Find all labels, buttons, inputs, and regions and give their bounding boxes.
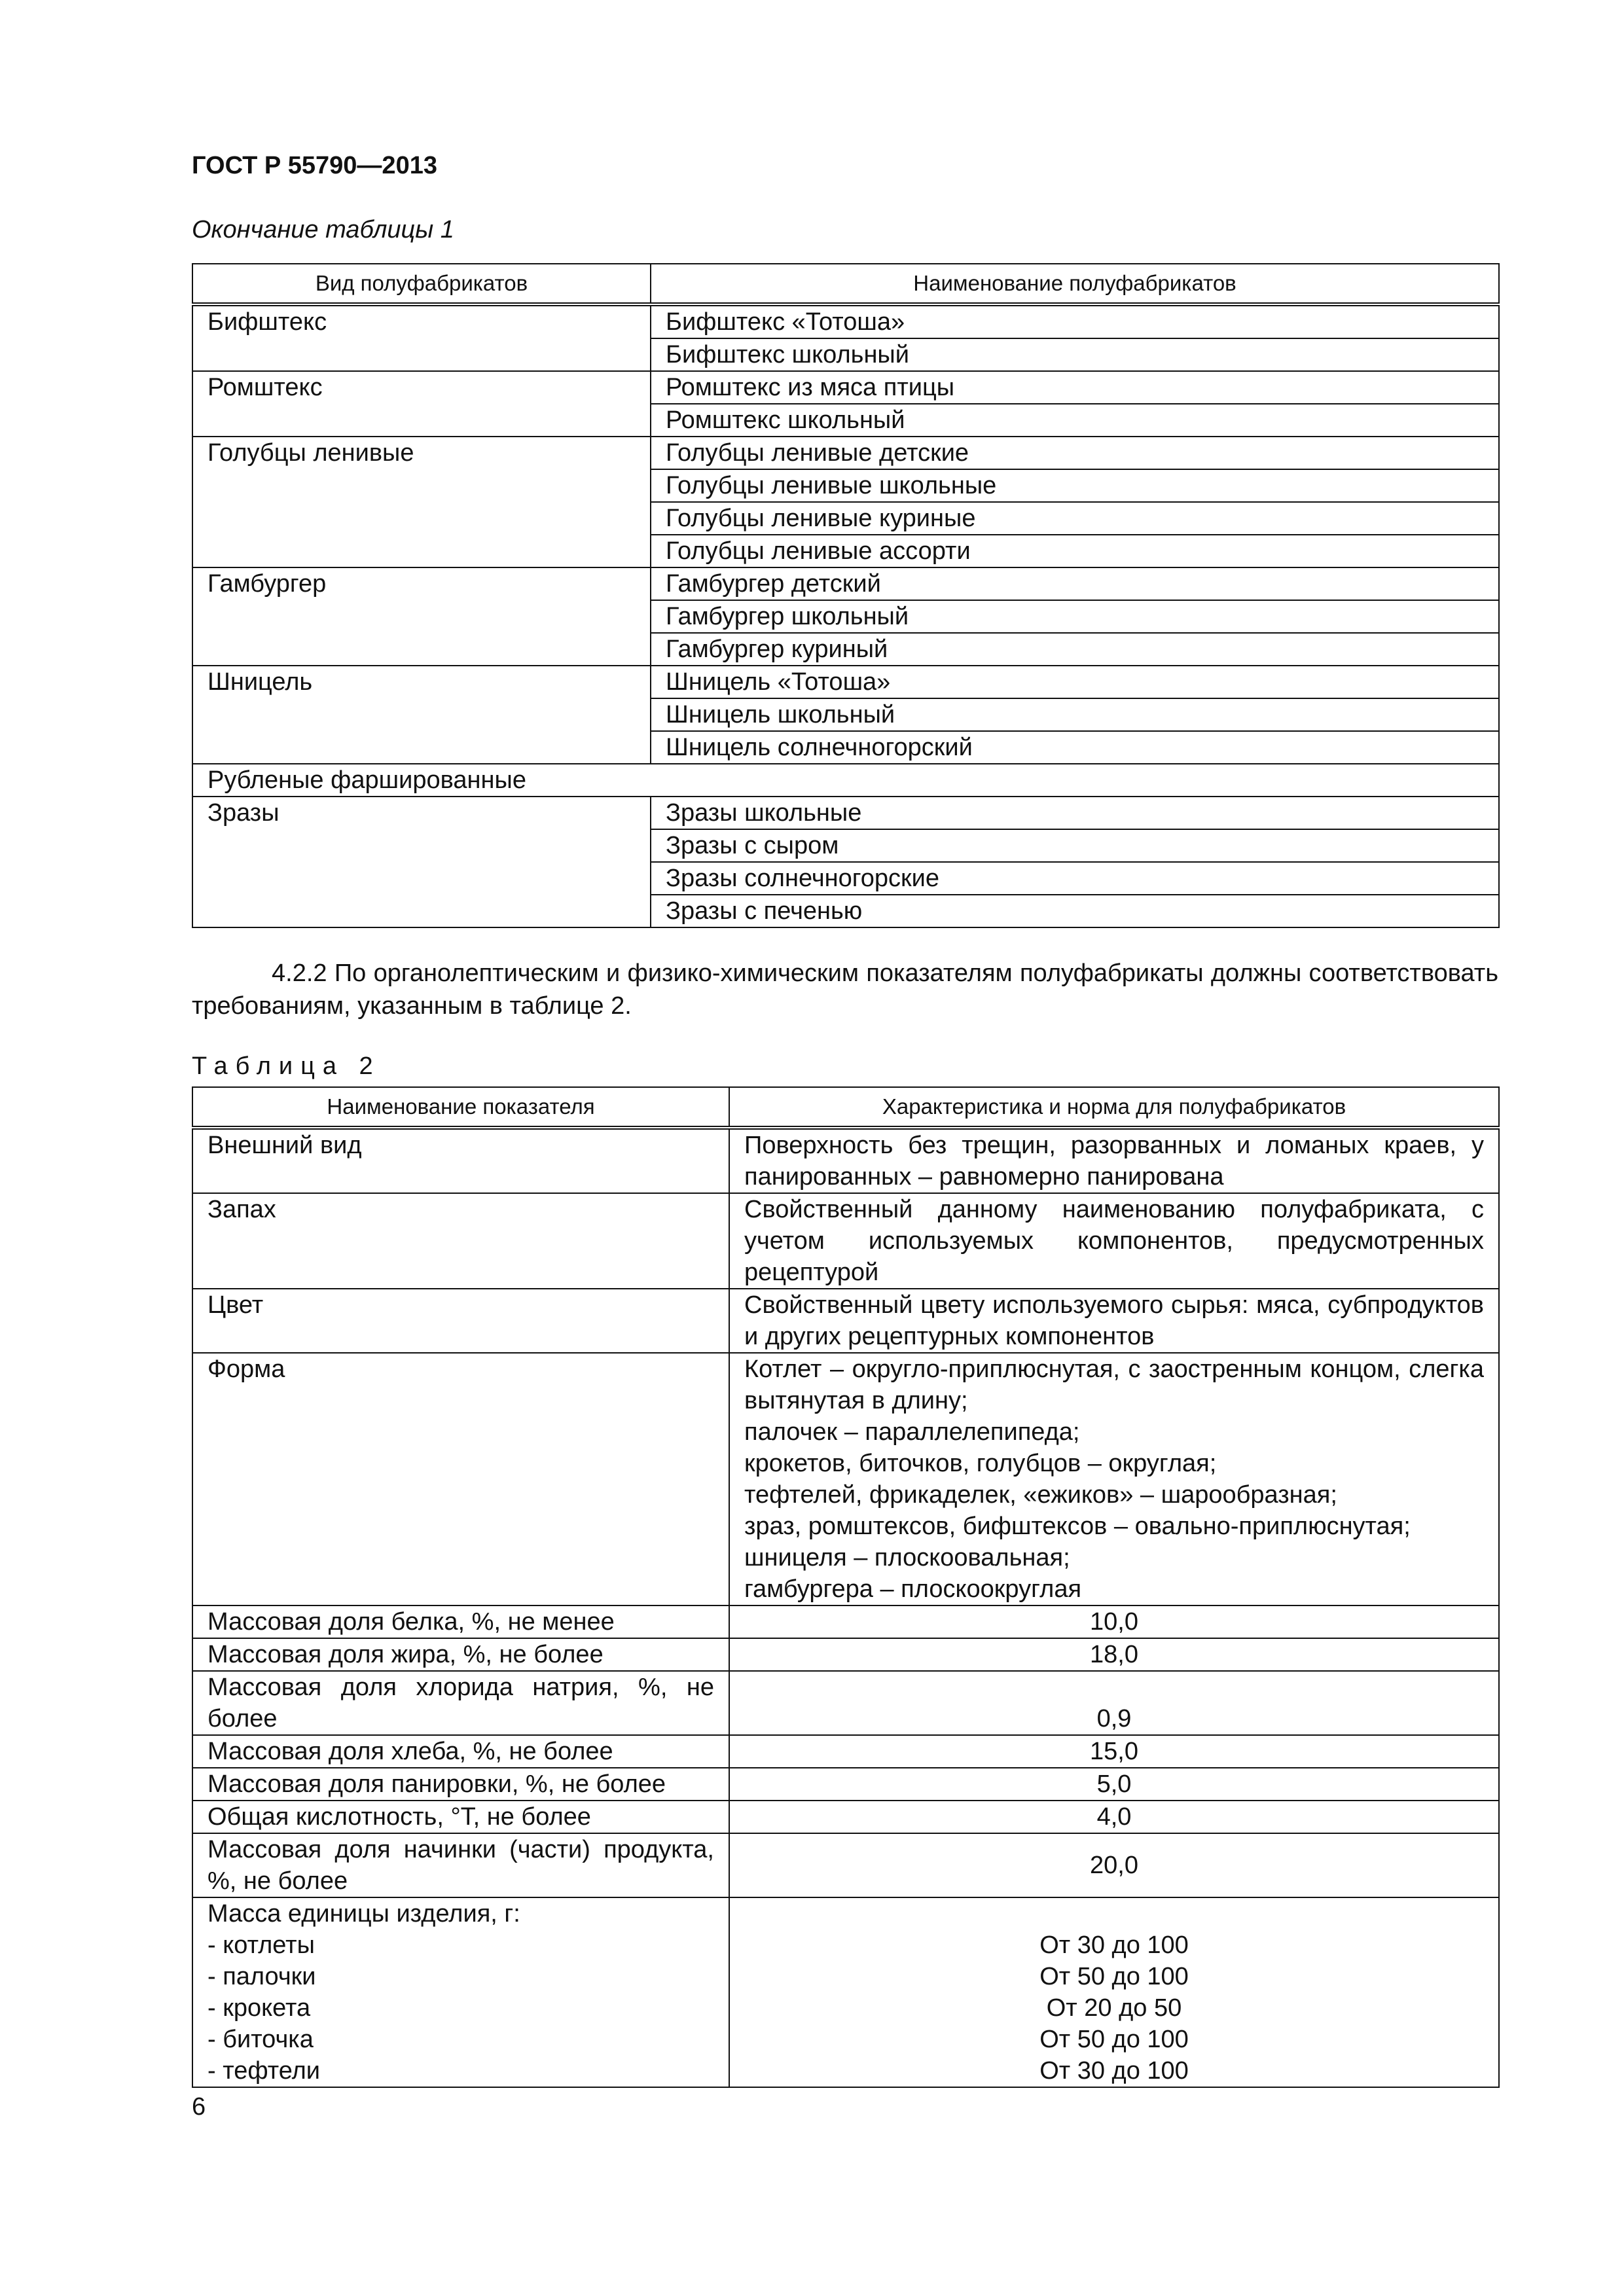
mass-sub-label: - биточка <box>208 2026 314 2053</box>
table-row <box>192 666 1499 698</box>
table-row <box>192 1605 1499 1638</box>
table1-item-cell: Гамбургер школьный <box>651 600 1499 633</box>
body-paragraph: 4.2.2 По органолептическим и физико-химическим показателям полуфабрикаты должны соответствовать требованиям, указанным в таблице 2. <box>192 960 1498 1020</box>
table1-type-cell: Голубцы ленивые <box>192 437 651 567</box>
table1-type-cell: Бифштекс <box>192 304 651 371</box>
form-line: шницеля – плоскоовальная; <box>744 1544 1070 1571</box>
mass-sub-value: От 30 до 100 <box>1039 1931 1189 1959</box>
table1-item-cell: Бифштекс школьный <box>651 338 1499 371</box>
table-row <box>192 371 1499 404</box>
document-id: ГОСТ Р 55790—2013 <box>192 152 437 179</box>
indicator-name: Массовая доля хлорида натрия, %, не более <box>192 1671 729 1735</box>
table1-item-cell: Шницель «Тотоша» <box>651 666 1499 698</box>
indicator-value: 10,0 <box>729 1605 1499 1638</box>
table1-type-cell: Шницель <box>192 666 651 764</box>
table1-item-cell: Зразы с печенью <box>651 895 1499 927</box>
table1-item-cell: Гамбургер детский <box>651 567 1499 600</box>
mass-heading: Масса единицы изделия, г: <box>208 1900 520 1928</box>
mass-sub-value: От 50 до 100 <box>1039 2026 1189 2053</box>
mass-sub-label: - тефтели <box>208 2057 321 2085</box>
table1-item-cell: Зразы солнечногорские <box>651 862 1499 895</box>
table1-item-cell: Зразы школьные <box>651 797 1499 829</box>
form-line: крокетов, биточков, голубцов – округлая; <box>744 1450 1217 1477</box>
table-row <box>192 1833 1499 1897</box>
table1-type-cell: Зразы <box>192 797 651 927</box>
table1-item-cell: Ромштекс школьный <box>651 404 1499 437</box>
table-row <box>192 1353 1499 1605</box>
indicator-name: Общая кислотность, °Т, не более <box>192 1801 729 1833</box>
mass-sub-value: От 30 до 100 <box>1039 2057 1189 2085</box>
form-line: зраз, ромштексов, бифштексов – овально-приплюснутая; <box>744 1513 1411 1540</box>
table1-item-cell: Голубцы ленивые школьные <box>651 469 1499 502</box>
table-row <box>192 1897 1499 2087</box>
table1-type-cell: Гамбургер <box>192 567 651 666</box>
table1-item-cell: Шницель солнечногорский <box>651 731 1499 764</box>
table1-type-cell: Ромштекс <box>192 371 651 437</box>
table2-header-indicator: Наименование показателя <box>192 1087 729 1128</box>
indicator-name: Массовая доля панировки, %, не более <box>192 1768 729 1801</box>
table-row <box>192 567 1499 600</box>
table2-header-row <box>192 1087 1499 1128</box>
table2 <box>192 1086 1500 2088</box>
form-line: палочек – параллелепипеда; <box>744 1418 1080 1446</box>
indicator-name: Внешний вид <box>192 1128 729 1193</box>
mass-sub-label: - крокета <box>208 1994 311 2022</box>
table-row <box>192 1289 1499 1353</box>
table1-item-cell: Шницель школьный <box>651 698 1499 731</box>
table-row <box>192 1638 1499 1671</box>
table1-item-cell: Голубцы ленивые ассорти <box>651 535 1499 567</box>
table2-caption: Таблица 2 <box>192 1052 381 1080</box>
table-row <box>192 1128 1499 1193</box>
table1-item-cell: Голубцы ленивые куриные <box>651 502 1499 535</box>
indicator-name: Форма <box>192 1353 729 1605</box>
table1-item-cell: Гамбургер куриный <box>651 633 1499 666</box>
table-row <box>192 437 1499 469</box>
indicator-name-lines <box>192 1897 729 2087</box>
table-row <box>192 764 1499 797</box>
table-row <box>192 1735 1499 1768</box>
indicator-name: Запах <box>192 1193 729 1289</box>
indicator-value: 5,0 <box>729 1768 1499 1801</box>
mass-sub-label: - котлеты <box>208 1931 315 1959</box>
indicator-value: 20,0 <box>729 1833 1499 1897</box>
indicator-name: Массовая доля белка, %, не менее <box>192 1605 729 1638</box>
table1-header-row <box>192 264 1499 304</box>
indicator-value-lines <box>729 1897 1499 2087</box>
table-row <box>192 304 1499 338</box>
spacer <box>744 1898 1484 1929</box>
table1-header-name: Наименование полуфабрикатов <box>651 264 1499 304</box>
indicator-value: 15,0 <box>729 1735 1499 1768</box>
mass-sub-label: - палочки <box>208 1963 316 1990</box>
table-row <box>192 1193 1499 1289</box>
table1-caption: Окончание таблицы 1 <box>192 216 454 243</box>
indicator-value: 0,9 <box>729 1671 1499 1735</box>
indicator-value: Свойственный данному наименованию полуфабриката, с учетом используемых компонентов, предусмотренных рецептурой <box>729 1193 1499 1289</box>
indicator-name: Массовая доля хлеба, %, не более <box>192 1735 729 1768</box>
form-line: гамбургера – плоскоокруглая <box>744 1575 1082 1603</box>
mass-sub-value: От 50 до 100 <box>1039 1963 1189 1990</box>
indicator-value: 4,0 <box>729 1801 1499 1833</box>
indicator-value: Свойственный цвету используемого сырья: мяса, субпродуктов и других рецептурных компонентов <box>729 1289 1499 1353</box>
table1-item-cell: Ромштекс из мяса птицы <box>651 371 1499 404</box>
page-number: 6 <box>192 2093 206 2121</box>
indicator-value-lines <box>729 1353 1499 1605</box>
table1 <box>192 263 1500 928</box>
indicator-name: Цвет <box>192 1289 729 1353</box>
table-row <box>192 1801 1499 1833</box>
table-row <box>192 1671 1499 1735</box>
indicator-name: Массовая доля начинки (части) продукта, %, не более <box>192 1833 729 1897</box>
table1-item-cell: Зразы с сыром <box>651 829 1499 862</box>
indicator-value: 18,0 <box>729 1638 1499 1671</box>
table-row <box>192 1768 1499 1801</box>
table-row <box>192 797 1499 829</box>
form-line: Котлет – округло-приплюснутая, с заостренным концом, слегка вытянутая в длину; <box>744 1355 1484 1414</box>
table1-header-type: Вид полуфабрикатов <box>192 264 651 304</box>
table1-type-cell: Рубленые фаршированные <box>192 764 1499 797</box>
form-line: тефтелей, фрикаделек, «ежиков» – шарообразная; <box>744 1481 1337 1509</box>
mass-sub-value: От 20 до 50 <box>1046 1994 1182 2022</box>
table2-header-norm: Характеристика и норма для полуфабрикатов <box>729 1087 1499 1128</box>
indicator-value: Поверхность без трещин, разорванных и ломаных краев, у панированных – равномерно панирована <box>729 1128 1499 1193</box>
indicator-name: Массовая доля жира, %, не более <box>192 1638 729 1671</box>
table1-item-cell: Бифштекс «Тотоша» <box>651 304 1499 338</box>
table1-item-cell: Голубцы ленивые детские <box>651 437 1499 469</box>
